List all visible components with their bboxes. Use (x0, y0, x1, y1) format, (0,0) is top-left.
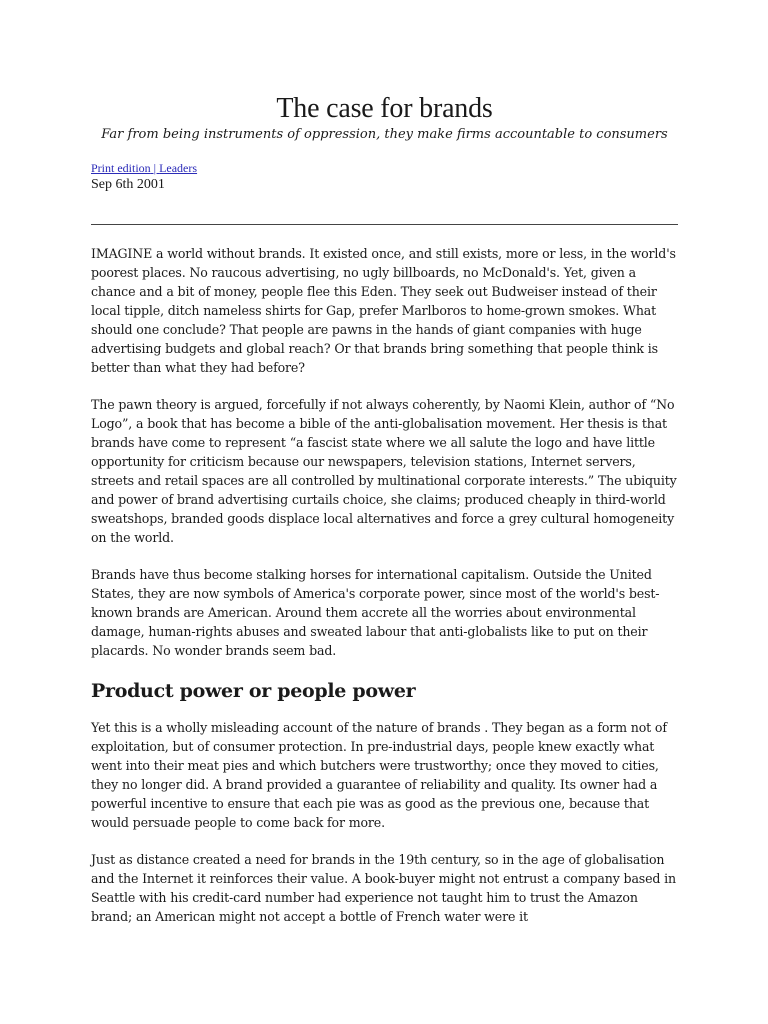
article-subtitle: Far from being instruments of oppression, they make firms accountable to consumers (101, 127, 668, 142)
article-body (91, 244, 681, 944)
paragraph-2: The pawn theory is argued, forcefully if not always coherently, by Naomi Klein, author of “No Logo”, a book that has become a bible of the anti-globalisation movement. Her thesis is that brands have come to represent “a fascist state where we all salute the logo and have little opportunity for criticism because our newspapers, television stations, Internet servers, streets and retail spaces are all controlled by multinational corporate interests.” The ubiquity and power of brand advertising curtails choice, she claims; produced cheaply in third-world sweatshops, branded goods displace local alternatives and force a grey cultural homogeneity on the world. (91, 397, 677, 545)
article-title: The case for brands (276, 93, 493, 124)
paragraph-4: Yet this is a wholly misleading account of the nature of brands . They began as a form not of exploitation, but of consumer protection. In pre-industrial days, people knew exactly what went into their meat pies and which butchers were trustworthy; once they moved to cities, they no longer did. A brand provided a guarantee of reliability and quality. Its owner had a powerful incentive to ensure that each pie was as good as the previous one, because that would persuade people to come back for more. (91, 720, 667, 830)
header-divider (91, 224, 678, 225)
section-heading: Product power or people power (91, 680, 416, 702)
leaders-link[interactable]: Leaders (159, 161, 198, 175)
article-date: Sep 6th 2001 (91, 177, 165, 192)
paragraph-3: Brands have thus become stalking horses for international capitalism. Outside the United States, they are now symbols of America's corporate power, since most of the world's best-known brands are American. Around them accrete all the worries about environmental damage, human-rights abuses and sweated labour that anti-globalists like to put on their placards. No wonder brands seem bad. (91, 567, 660, 658)
section-breadcrumb (91, 161, 197, 176)
paragraph-5: Just as distance created a need for brands in the 19th century, so in the age of globalisation and the Internet it reinforces their value. A book-buyer might not entrust a company based in Seattle with his credit-card number had experience not taught him to trust the Amazon brand; an American might not accept a bottle of French water were it (91, 852, 677, 924)
breadcrumb-separator: | (150, 161, 160, 175)
print-edition-link[interactable]: Print edition (91, 161, 151, 175)
paragraph-1: IMAGINE a world without brands. It existed once, and still exists, more or less, in the world's poorest places. No raucous advertising, no ugly billboards, no McDonald's. Yet, given a chance and a bit of money, people flee this Eden. They seek out Budweiser instead of their local tipple, ditch nameless shirts for Gap, prefer Marlboros to home-grown smokes. What should one conclude? That people are pawns in the hands of giant companies with huge advertising budgets and global reach? Or that brands bring something that people think is better than what they had before? (91, 246, 676, 375)
